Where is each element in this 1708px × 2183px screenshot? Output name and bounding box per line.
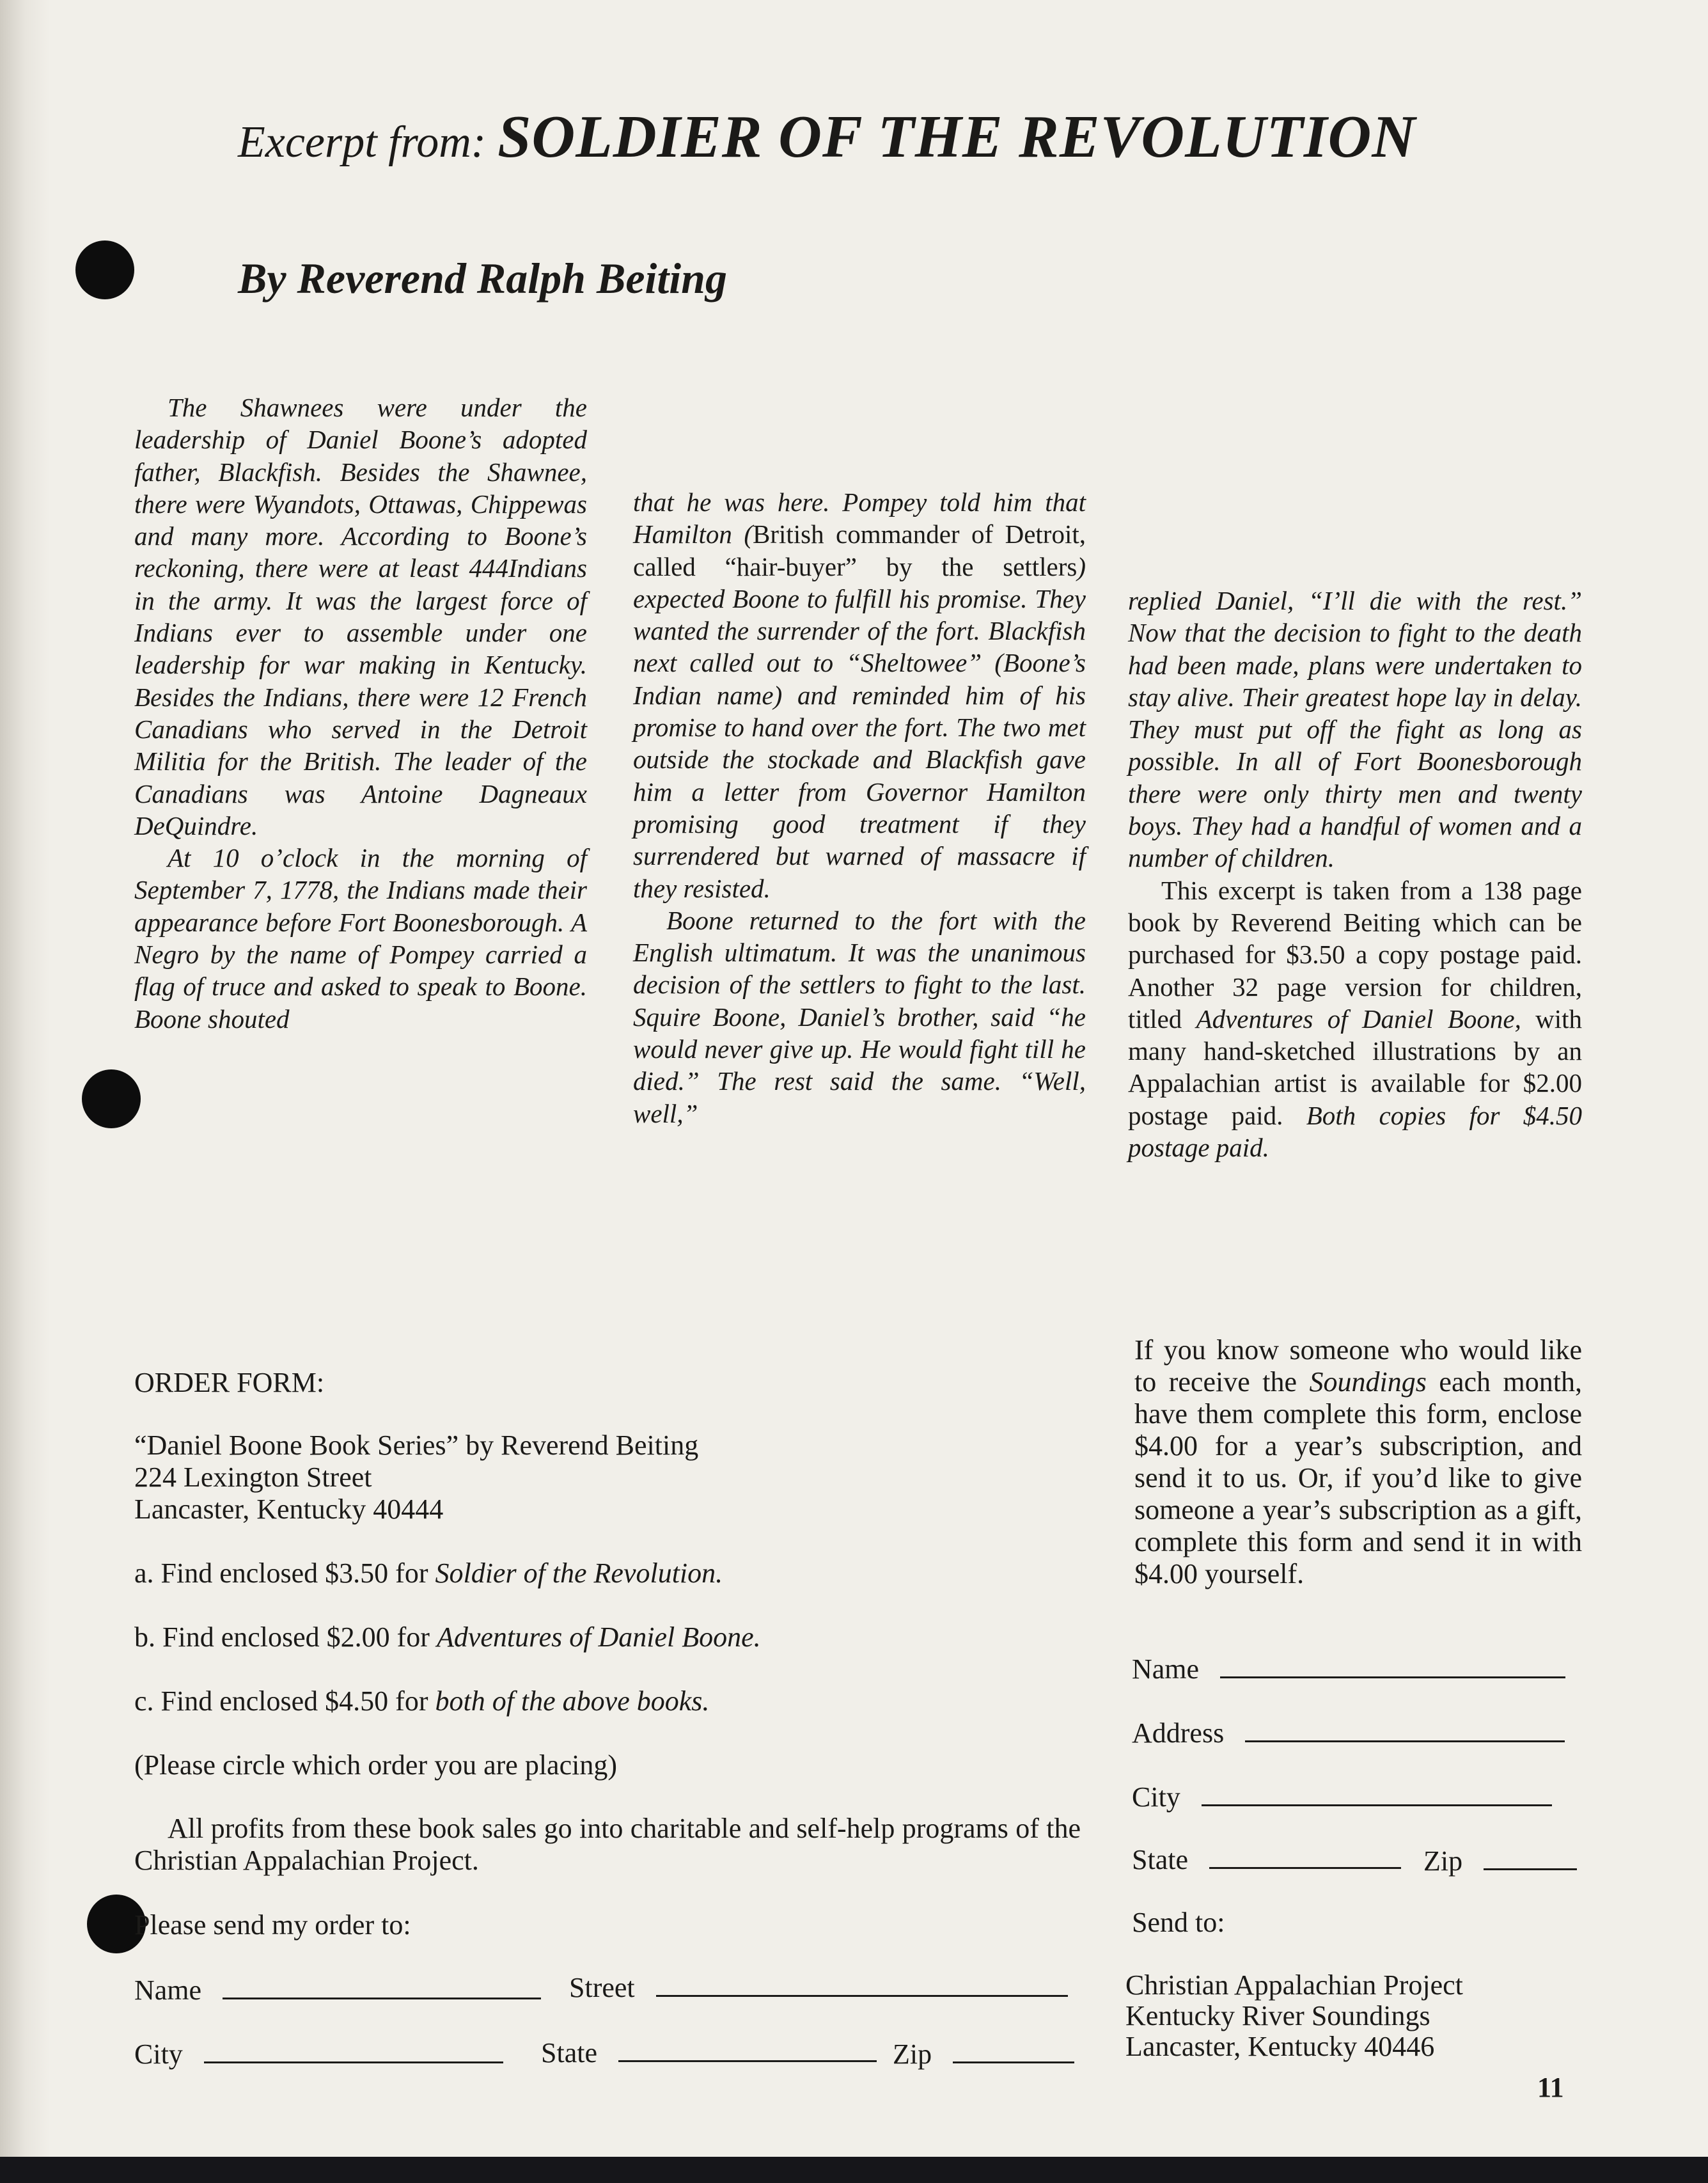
article-column-3 [1128,585,1582,1163]
order-option-b[interactable]: b. Find enclosed $2.00 for Adventures of Daniel Boone. [134,1621,761,1653]
order-street-label: Street [569,1972,635,2003]
punch-hole-top [75,240,134,299]
subscription-intro: If you know someone who would like to receive the Soundings each month, have them complete this form, enclose $4.00 for a year’s subscription, and send it to us. Or, if you’d like to give someone a year’s subscription as a gift, complete this form and send it in with $4.00 yourself. [1134,1334,1582,1589]
sub-name-row [1132,1653,1565,1685]
mailing-org: Christian Appalachian Project [1125,1969,1463,2001]
article-column-1 [134,391,587,1035]
sub-zip-row [1423,1845,1577,1877]
order-city-row [134,2038,503,2070]
column1-paragraph-1: The Shawnees were under the leadership of Daniel Boone’s adopted father, Blackfish. Besides the Shawnee, there were Wyandots, Ottawas, Chippewas and many more. According to Boone’s reckoning, there were at least 444Indians in the army. It was the largest force of Indians ever to assemble under one leadership for war making in Kentucky. Besides the Indians, there were 12 French Canadians who served in the Detroit Militia for the British. The leader of the Canadians was Antoine Dagneaux DeQuindre. [134,393,587,840]
article-title [238,102,1416,171]
sub-address-row [1132,1717,1565,1749]
sub-city-label: City [1132,1781,1180,1813]
column2-paragraph-2: Boone returned to the fort with the English ultimatum. It was the unanimous decision of the settlers to fight to the last. Squire Boone, Daniel’s brother, said “he would never give up. He would fight till he died.” The rest said the same. “Well, well,” [633,905,1086,1128]
sub-address-label: Address [1132,1717,1225,1749]
profits-note: All profits from these book sales go into charitable and self-help programs of the Christian Appalachian Project. [134,1813,1081,1876]
column3-paragraph-2: This excerpt is taken from a 138 page book by Reverend Beiting which can be purchased for $3.50 a copy postage paid. Another 32 page version for children, titled Adventures of Daniel Boone, with many hand-sketched illustrations by an Appalachian artist is available for $2.00 postage paid. Both copies for $4.50 postage paid. [1128,875,1583,1163]
order-name-field[interactable] [223,1991,541,1999]
sub-address-field[interactable] [1245,1734,1565,1742]
mailing-city: Lancaster, Kentucky 40446 [1125,2031,1435,2062]
column2-paragraph-1: that he was here. Pompey told him that Hamilton (British commander of Detroit, called “hair-buyer” by the settlers) expected Boone to fulfill his promise. They wanted the surrender of the fort. Blackfish next called out to “Sheltowee” (Boone’s Indian name) and reminded him of his promise to hand over the fort. The two met outside the stockade and Blackfish gave him a letter from Governor Hamilton promising good treatment if they surrendered but warned of massacre if they resisted. [633,487,1086,903]
order-zip-row [893,2038,1074,2070]
order-option-c[interactable]: c. Find enclosed $4.50 for both of the above books. [134,1685,710,1717]
mailing-publication: Kentucky River Soundings [1125,2000,1430,2031]
sub-city-row [1132,1781,1552,1813]
order-name-label: Name [134,1974,202,2006]
order-address-line-1: “Daniel Boone Book Series” by Reverend Beiting [134,1430,699,1461]
sub-state-label: State [1132,1844,1188,1875]
send-to-label: Send to: [1132,1907,1225,1938]
binding-shadow [0,0,50,2183]
sub-name-field[interactable] [1220,1670,1565,1678]
order-option-a[interactable]: a. Find enclosed $3.50 for Soldier of the Revolution. [134,1557,723,1589]
order-city-label: City [134,2038,183,2070]
send-order-label: Please send my order to: [134,1909,411,1941]
sub-city-field[interactable] [1202,1798,1552,1806]
mailing-address [1125,1970,1586,2062]
sub-zip-label: Zip [1423,1845,1463,1877]
scan-bottom-edge [0,2157,1708,2183]
order-form-heading: ORDER FORM: [134,1367,325,1398]
page-number: 11 [1537,2072,1564,2103]
order-street-row [569,1971,1068,2004]
title-main: SOLDIER OF THE REVOLUTION [498,104,1416,170]
sub-state-field[interactable] [1209,1861,1401,1869]
sub-name-label: Name [1132,1653,1200,1685]
order-address-line-2: 224 Lexington Street [134,1462,372,1493]
order-street-field[interactable] [656,1989,1068,1997]
roman-insert: British commander of Detroit, called “hair-buyer” by the settlers [633,519,1086,581]
order-city-field[interactable] [204,2055,503,2063]
order-state-field[interactable] [618,2054,877,2062]
order-zip-label: Zip [893,2038,932,2070]
sub-zip-field[interactable] [1484,1862,1577,1870]
order-address-line-3: Lancaster, Kentucky 40444 [134,1493,444,1525]
punch-hole-middle [82,1069,141,1128]
circle-note: (Please circle which order you are placing) [134,1749,617,1781]
byline: By Reverend Ralph Beiting [238,254,727,303]
article-column-2 [633,486,1086,1130]
order-name-row [134,1974,541,2006]
column3-paragraph-1: replied Daniel, “I’ll die with the rest.” Now that the decision to fight to the death had been made, plans were undertaken to stay alive. Their greatest hope lay in delay. They must put off the fight as long as possible. In all of Fort Boonesborough there were only thirty men and twenty boys. They had a handful of women and a number of children. [1128,586,1582,873]
column1-paragraph-2: At 10 o’clock in the morning of September 7, 1778, the Indians made their appearance before Fort Boonesborough. A Negro by the name of Pompey carried a flag of truce and asked to speak to Boone. Boone shouted [134,843,587,1034]
sub-state-row [1132,1843,1401,1876]
order-state-row [541,2037,877,2069]
order-zip-field[interactable] [953,2055,1074,2063]
title-prefix: Excerpt from: [238,118,487,167]
order-state-label: State [541,2037,597,2069]
